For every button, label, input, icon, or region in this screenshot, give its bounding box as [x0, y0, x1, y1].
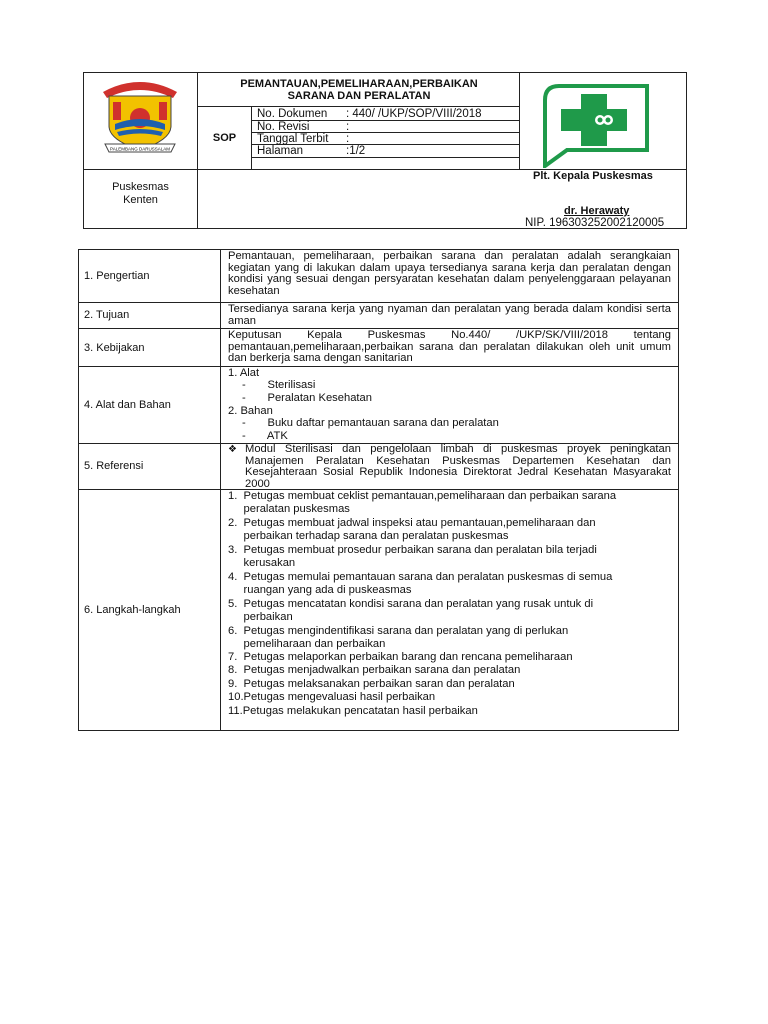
alat-bahan-line: - Buku daftar pemantauan sarana dan peralatan [242, 417, 499, 429]
revision-label: No. Revisi [257, 121, 310, 133]
referensi-label: 5. Referensi [84, 460, 144, 472]
langkah-line: 5. Petugas mencatatan kondisi sarana dan peralatan yang rusak untuk di [228, 598, 594, 610]
pengertian-text: Pemantauan, pemeliharaan, perbaikan sarana dan peralatan adalah serangkaian kegiatan yang di lakukan dalam upaya tersedianya sarana kerja dan peralatan dengan kondisi yang sesuai dengan persyaratan kesehatan dalam penyelenggaraan pelayanan kesehatan [228, 250, 671, 297]
signer-title: Plt. Kepala Puskesmas [533, 170, 653, 182]
logo-left-pillar [113, 102, 121, 120]
langkah-line: kerusakan [228, 557, 296, 569]
langkah-line: 4. Petugas memulai pemantauan sarana dan peralatan puskesmas di semua [228, 571, 613, 583]
langkah-line: ruangan yang ada di puskeasmas [228, 584, 412, 596]
header-divider [251, 157, 519, 158]
logo-right-pillar [159, 102, 167, 120]
langkah-line: 9. Petugas melaksanakan perbaikan saran dan peralatan [228, 678, 515, 690]
puskesmas-line-2: Kenten [123, 194, 158, 206]
langkah-line: 10.Petugas mengevaluasi hasil perbaikan [228, 691, 436, 703]
header-divider [251, 106, 252, 169]
kebijakan-text: Keputusan Kepala Puskesmas No.440/ /UKP/SK/VIII/2018 tentang pemantauan,pemeliharaan,perbaikan sarana dan peralatan dilakukan oleh unit umum dan berkerja sama dengan sanitarian [228, 329, 671, 365]
puskesmas-name [83, 181, 198, 207]
langkah-line: perbaikan [228, 611, 293, 623]
tujuan-label: 2. Tujuan [84, 309, 130, 321]
langkah-line: 1. Petugas membuat ceklist pemantauan,pemeliharaan dan perbaikan sarana [228, 490, 617, 502]
diamond-bullet-icon: ❖ [228, 444, 237, 455]
sop-label: SOP [212, 132, 237, 144]
title-line-1: PEMANTAUAN,PEMELIHARAAN,PERBAIKAN [240, 78, 478, 90]
logo-cross-horizontal [561, 109, 627, 131]
signer-nip: NIP. 196303252002120005 [525, 217, 665, 229]
palembang-city-logo [97, 74, 183, 158]
alat-bahan-label: 4. Alat dan Bahan [84, 399, 171, 411]
langkah-line: 3. Petugas membuat prosedur perbaikan sarana dan peralatan bila terjadi [228, 544, 597, 556]
langkah-line: peralatan puskesmas [228, 503, 350, 515]
page-value: :1/2 [346, 145, 366, 157]
title-line-2: SARANA DAN PERALATAN [287, 90, 431, 102]
signer-name: dr. Herawaty [564, 205, 630, 217]
langkah-line: 6. Petugas mengindentifikasi sarana dan peralatan yang di perlukan [228, 625, 569, 637]
revision-value: : [346, 121, 350, 133]
langkah-line: 11.Petugas melakukan pencatatan hasil perbaikan [228, 705, 478, 717]
table-row-divider [78, 366, 679, 367]
logo-ring-hole [606, 118, 611, 123]
tujuan-text: Tersedianya sarana kerja yang nyaman dan peralatan yang berada dalam kondisi serta aman [228, 303, 671, 327]
langkah-line: 7. Petugas melaporkan perbaikan barang dan rencana pemeliharaan [228, 651, 573, 663]
alat-bahan-line: 2. Bahan [228, 405, 273, 417]
page-label: Halaman [257, 145, 304, 157]
table-column-divider [220, 249, 221, 731]
document-title [198, 78, 520, 102]
alat-bahan-line: - Sterilisasi [242, 379, 316, 391]
alat-bahan-line: - ATK [242, 430, 288, 442]
logo-ring-hole [598, 118, 603, 123]
doc-number-value: : 440/ /UKP/SOP/VIII/2018 [346, 108, 482, 120]
alat-bahan-line: - Peralatan Kesehatan [242, 392, 372, 404]
langkah-label: 6. Langkah-langkah [84, 604, 181, 616]
langkah-line: pemeliharaan dan perbaikan [228, 638, 386, 650]
puskesmas-line-1: Puskesmas [112, 181, 169, 193]
publish-date-label: Tanggal Terbit [257, 133, 329, 145]
langkah-line: 2. Petugas membuat jadwal inspeksi atau pemantauan,pemeliharaan dan [228, 517, 596, 529]
header-divider [197, 106, 519, 107]
langkah-line: 8. Petugas menjadwalkan perbaikan sarana dan peralatan [228, 664, 521, 676]
pengertian-label: 1. Pengertian [84, 270, 150, 282]
langkah-line: perbaikan terhadap sarana dan peralatan puskesmas [228, 530, 509, 542]
publish-date-value: : [346, 133, 350, 145]
alat-bahan-line: 1. Alat [228, 367, 260, 379]
kebijakan-label: 3. Kebijakan [84, 342, 145, 354]
doc-number-label: No. Dokumen [257, 108, 328, 120]
puskesmas-cross-logo [543, 84, 649, 168]
referensi-text: Modul Sterilisasi dan pengelolaan limbah di puskesmas proyek peningkatan Manajemen Peralatan Kesehatan Puskesmas Departemen Kesehatan dan Kesejahteraan Sosial Republik Indonesia Direktorat Jedral Kesehatan Masyarakat 2000 [245, 443, 671, 490]
logo-banner-text: PALEMBANG DARUSSALAM [110, 146, 170, 152]
